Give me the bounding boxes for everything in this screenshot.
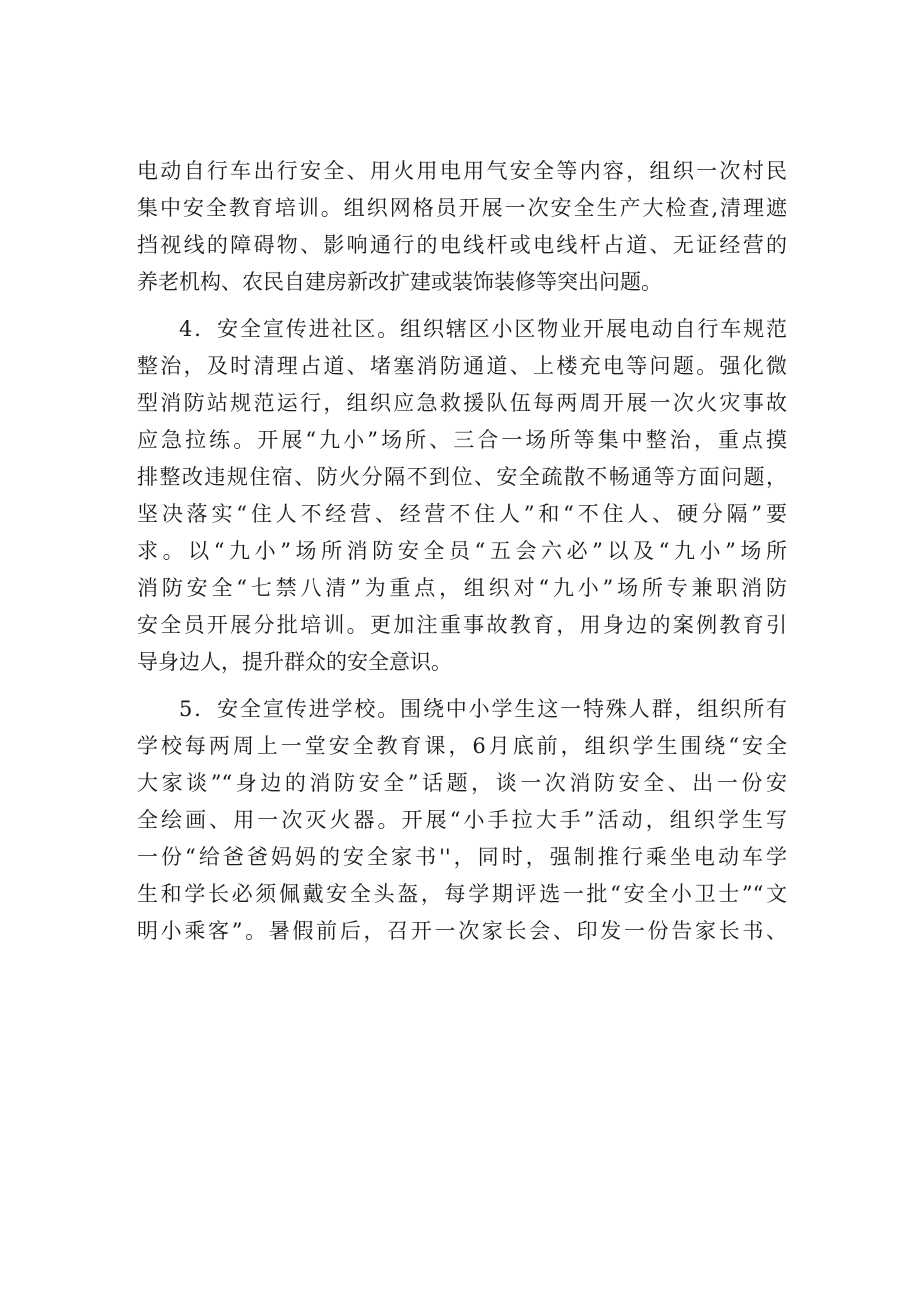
text-line: 求。以“九小”场所消防安全员“五会六必”以及“九小”场所: [137, 539, 787, 563]
paragraph-community: [137, 311, 787, 681]
text-line: 消防安全“七禁八清”为重点，组织对“九小”场所专兼职消防: [137, 576, 787, 600]
text-line: 5．安全宣传进学校。围绕中小学生这一特殊人群，组织所有: [179, 697, 787, 721]
text-line: 型消防站规范运行，组织应急救援队伍每两周开展一次火灾事故: [137, 391, 787, 415]
text-line: 养老机构、农民自建房新改扩建或装饰装修等突出问题。: [137, 270, 662, 294]
text-line: 排整改违规住宿、防火分隔不到位、安全疏散不畅通等方面问题，: [137, 465, 787, 489]
text-line: 明小乘客”。暑假前后，召开一次家长会、印发一份告家长书、: [137, 919, 787, 943]
text-line: 集中安全教育培训。组织网格员开展一次安全生产大检查,清理遮: [137, 196, 787, 220]
text-line: 全绘画、用一次灭火器。开展“小手拉大手”活动，组织学生写: [137, 808, 787, 832]
text-line: 坚决落实“住人不经营、经营不住人”和“不住人、硬分隔”要: [137, 502, 787, 526]
paragraph-school: [137, 691, 787, 950]
paragraph-continuation: [137, 153, 787, 301]
text-line: 学校每两周上一堂安全教育课，6月底前，组织学生围绕“安全: [137, 734, 787, 758]
document-body: [137, 153, 787, 950]
text-line: 整治，及时清理占道、堵塞消防通道、上楼充电等问题。强化微: [137, 354, 787, 378]
text-line: 生和学长必须佩戴安全头盔，每学期评选一批“安全小卫士”“文: [137, 882, 787, 906]
text-line: 一份“给爸爸妈妈的安全家书''，同时，强制推行乘坐电动车学: [137, 845, 787, 869]
text-line: 安全员开展分批培训。更加注重事故教育，用身边的案例教育引: [137, 613, 787, 637]
text-line: 应急拉练。开展“九小”场所、三合一场所等集中整治，重点摸: [137, 428, 787, 452]
text-line: 电动自行车出行安全、用火用电用气安全等内容，组织一次村民: [137, 159, 787, 183]
text-line: 挡视线的障碍物、影响通行的电线杆或电线杆占道、无证经营的: [137, 233, 787, 257]
text-line: 导身边人，提升群众的安全意识。: [137, 650, 452, 674]
text-line: 4．安全宣传进社区。组织辖区小区物业开展电动自行车规范: [179, 317, 787, 341]
text-line: 大家谈”“身边的消防安全”话题，谈一次消防安全、出一份安: [137, 771, 787, 795]
